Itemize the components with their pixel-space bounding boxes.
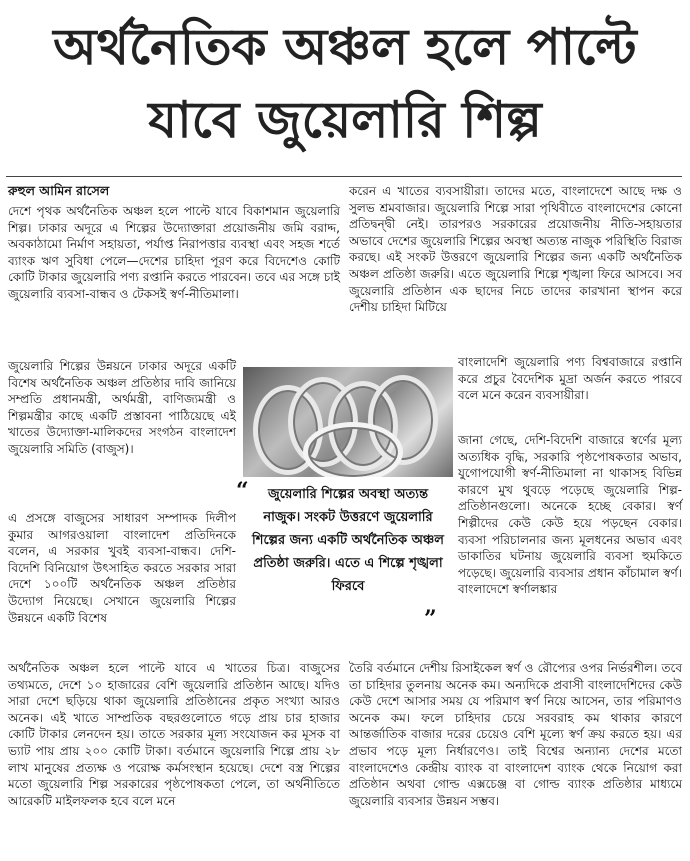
body-col1-beside-photo [8,358,236,458]
paragraph: করেন এ খাতের ব্যবসায়ীরা। তাদের মতে, বাংলাদেশে আছে দক্ষ ও সুলভ শ্রমবাজার। জুয়েলারি শিল্পে সারা পৃথিবীতে বাংলাদেশের কোনো প্রতিদ্বন্দ্বী নেই। তারপরও সরকারের প্রয়োজনীয় নীতি-সহায়তার অভাবে দেশের জুয়েলারি শিল্পের অবস্থা অত্যন্ত নাজুক পরিস্থিতি বিরাজ করছে। এই সংকট উত্তরণে জুয়েলারি শিল্পের জন্য একটি অর্থনৈতিক অঞ্চল প্রতিষ্ঠা জরুরি। এতে জুয়েলারি শিল্পে শৃঙ্খলা ফিরে আসবে। সব জুয়েলারি প্রতিষ্ঠান এক ছাদের নিচে তাদের কারখানা স্থাপন করে দেশীয় চাহিদা মিটিয়ে [349,184,682,315]
paragraph: এ প্রসঙ্গে বাজুসের সাধারণ সম্পাদক দিলীপ কুমার আগরওয়ালা বাংলাদেশ প্রতিদিনকে বলেন, এ সরকার খুবই ব্যবসা-বান্ধব। দেশি-বিদেশি বিনিয়োগ উৎসাহিত করতে সরকার সারা দেশে ১০০টি অর্থনৈতিক অঞ্চল প্রতিষ্ঠার উদ্যোগ নিয়েছে। সেখানে জুয়েলারি শিল্পের উন্নয়নে একটি বিশেষ [8,511,236,625]
paragraph: দেশে পৃথক অর্থনৈতিক অঞ্চল হলে পাল্টে যাবে বিকাশমান জুয়েলারি শিল্প। ঢাকার অদূরে এ শিল্পের উদ্যোক্তারা প্রয়োজনীয় জমি বরাদ্দ, অবকাঠামো নির্মাণ সহায়তা, পর্যাপ্ত নিরাপত্তার ব্যবস্থা এবং সহজ শর্তে ব্যাংক ঋণ সুবিধা পেলে—দেশের চাহিদা পূরণ করে বিদেশেও কোটি কোটি টাকার জুয়েলারি পণ্য রপ্তানি করতে পারবেন। তবে এর সঙ্গে চাই জুয়েলারি ব্যবসা-বান্ধব ও টেকসই স্বর্ণ-নীতিমালা। [8,204,340,301]
headline-line-1: অর্থনৈতিক অঞ্চল হলে পাল্টে [53,17,637,76]
paragraph: তৈরি বর্তমানে দেশীয় রিসাইকেল স্বর্ণ ও রৌপ্যের ওপর নির্ভরশীল। তবে তা চাহিদার তুলনায় অনেক কম। অন্যদিকে প্রবাসী বাংলাদেশিদের কেউ কেউ দেশে আসার সময় যে পরিমাণ স্বর্ণ নিয়ে আসেন, তার পরিমাণও অনেক কম। ফলে চাহিদার চেয়ে সরবরাহ কম থাকার কারণে আন্তর্জাতিক বাজার দরের চেয়েও বেশি মূল্যে স্বর্ণ ক্রয় করতে হয়। এর প্রভাব পড়ে মূল্য নির্ধারণেও। তাই বিশ্বের অন্যান্য দেশের মতো বাংলাদেশেও কেন্দ্রীয় ব্যাংক বা বাংলাদেশ ব্যাংক থেকে নিয়োগ করা প্রতিষ্ঠান অথবা গোল্ড এক্সচেঞ্জ বা গোল্ড ব্যাংক প্রতিষ্ঠার মাধ্যমে জুয়েলারি ব্যবসার উন্নয়ন সম্ভব। [349,661,682,808]
paragraph: বাংলাদেশি জুয়েলারি পণ্য বিশ্ববাজারে রপ্তানি করে প্রচুর বৈদেশিক মুদ্রা অর্জন করতে পারবে বলে মনে করেন ব্যবসায়ীরা। [458,355,682,403]
body-col2-beside-quote [458,432,682,598]
pull-quote [240,483,456,598]
paragraph: জুয়েলারি শিল্পের উন্নয়নে ঢাকার অদূরে একটি বিশেষ অর্থনৈতিক অঞ্চল প্রতিষ্ঠার দাবি জানিয়ে সম্প্রতি প্রধানমন্ত্রী, অর্থমন্ত্রী, বাণিজ্যমন্ত্রী ও শিল্পমন্ত্রীর কাছে একটি প্রস্তাবনা পাঠিয়েছে এই খাতের উদ্যোক্তা-মালিকদের সংগঠন বাংলাদেশ জুয়েলারি সমিতি (বাজুস)। [8,359,236,456]
bangle-shape [303,422,403,477]
body-col1-top [8,203,340,303]
jewelry-bangles-photo [243,367,453,477]
pull-quote-text: জুয়েলারি শিল্পের অবস্থা অত্যন্ত নাজুক। সংকট উত্তরণে জুয়েলারি শিল্পের জন্য একটি অর্থনৈতিক অঞ্চল প্রতিষ্ঠা জরুরি। এতে এ শিল্পে শৃঙ্খলা ফিরবে [252,487,444,594]
paragraph: অর্থনৈতিক অঞ্চল হলে পাল্টে যাবে এ খাতের চিত্র। বাজুসের তথ্যমতে, দেশে ১০ হাজারের বেশি জুয়েলারি প্রতিষ্ঠান আছে। যদিও সারা দেশে ছড়িয়ে থাকা জুয়েলারি প্রতিষ্ঠানের প্রকৃত সংখ্যা আরও অনেক। এই খাতে সাম্প্রতিক বছরগুলোতে গড়ে প্রায় চার হাজার কোটি টাকার লেনদেন হয়। তাতে সরকার মূল্য সংযোজন কর মূসক বা ভ্যাট পায় প্রায় ২০০ কোটি টাকা। বর্তমানে জুয়েলারি শিল্পে প্রায় ২৮ লাখ মানুষের প্রত্যক্ষ ও পরোক্ষ কর্মসংস্থান হয়েছে। দেশে বস্ত্র শিল্পের মতো জুয়েলারি শিল্প সরকারের পৃষ্ঠপোষকতা পেলে, তা অর্থনীতিতে আরেকটি মাইলফলক হবে বলে মনে [8,661,340,808]
body-col2-bottom [349,660,682,809]
body-col1-bottom [8,660,340,809]
headline-rule [6,176,682,177]
body-col2-beside-photo [458,354,682,404]
quote-open-mark: “ [236,478,249,504]
headline-line-2: যাবে জুয়েলারি শিল্প [148,90,542,149]
byline: রুহুল আমিন রাসেল [8,183,110,198]
body-col1-beside-quote [8,510,236,626]
body-col2-top [349,183,682,316]
paragraph: জানা গেছে, দেশি-বিদেশি বাজারে স্বর্ণের মূল্য অত্যধিক বৃদ্ধি, সরকারি পৃষ্ঠপোষকতার অভাব, যুগোপযোগী স্বর্ণ-নীতিমালা না থাকাসহ বিভিন্ন কারণে মুখ থুবড়ে পড়েছে জুয়েলারি শিল্প-প্রতিষ্ঠানগুলো। অনেকে হচ্ছে বেকার। স্বর্ণ শিল্পীদের কেউ কেউ হয়ে পড়ছেন বেকার। ব্যবসা পরিচালনার জন্য মূলধনের অভাব এবং ডাকাতির ঘটনায় জুয়েলারি ব্যবসা হুমকিতে পড়েছে। জুয়েলারি ব্যবসার প্রধান কাঁচামাল স্বর্ণ। বাংলাদেশে স্বর্ণালঙ্কার [458,433,682,597]
quote-close-mark: ” [424,606,437,632]
